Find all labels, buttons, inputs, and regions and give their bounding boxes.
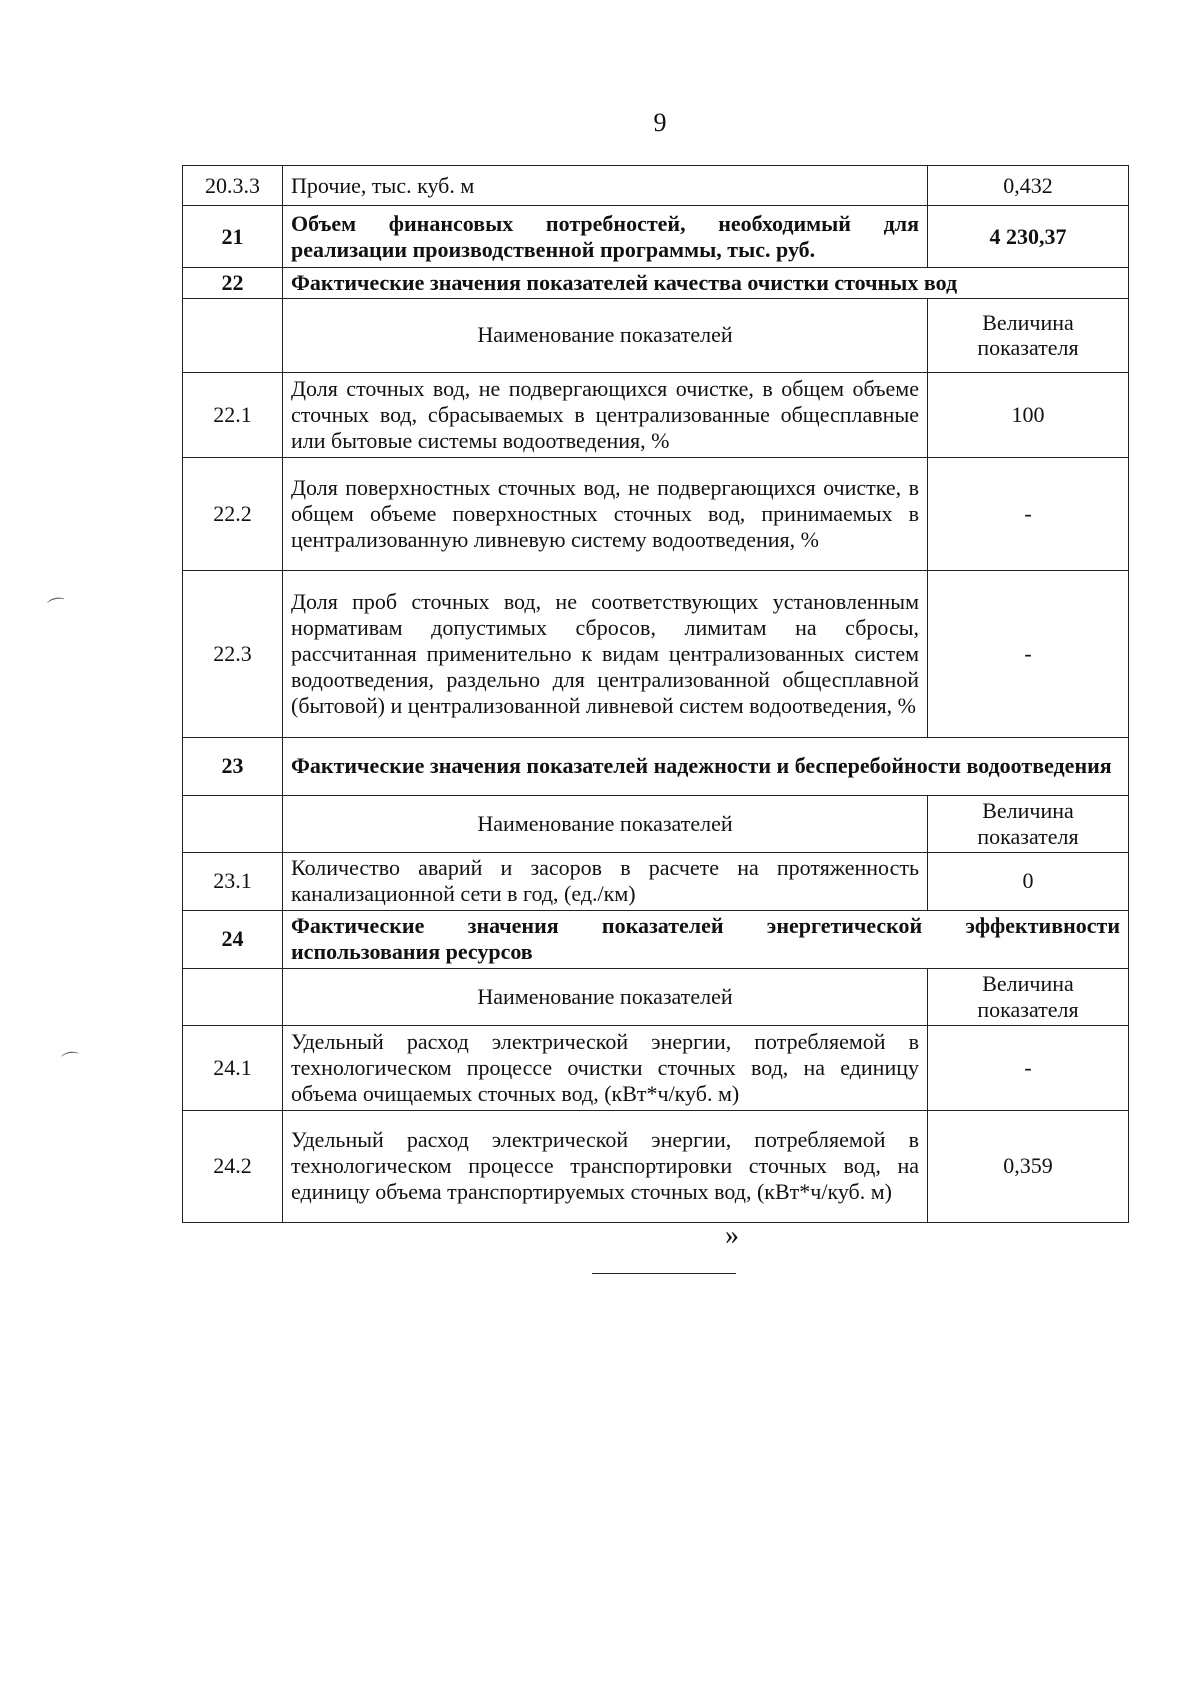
indicator-name: Удельный расход электрической энергии, потребляемой в технологическом процессе транспортировки сточных вод, на единицу объема транспортируемых сточных вод, (кВт*ч/куб. м) (283, 1110, 928, 1222)
name-column-header: Наименование показателей (283, 795, 928, 852)
table-row (183, 1025, 1129, 1110)
row-number: 22.3 (183, 570, 283, 737)
name-column-header: Наименование показателей (283, 968, 928, 1025)
section-title: Фактические значения показателей надежности и бесперебойности водоотведения (283, 737, 1129, 795)
table-row (183, 206, 1129, 268)
table-row (183, 852, 1129, 910)
row-number: 22.2 (183, 457, 283, 570)
indicator-value: 0 (928, 852, 1129, 910)
row-number: 23.1 (183, 852, 283, 910)
row-number: 22.1 (183, 372, 283, 457)
section-title: Фактические значения показателей энергетической эффективности использования ресурсов (283, 910, 1129, 968)
section-number: 23 (183, 737, 283, 795)
indicator-value: 0,359 (928, 1110, 1129, 1222)
table-row (183, 372, 1129, 457)
name-column-header: Наименование показателей (283, 298, 928, 372)
header-row (183, 795, 1129, 852)
table-row (183, 570, 1129, 737)
header-row (183, 968, 1129, 1025)
indicator-value: 0,432 (928, 166, 1129, 206)
empty-cell (183, 968, 283, 1025)
indicator-name: Доля сточных вод, не подвергающихся очистке, в общем объеме сточных вод, сбрасываемых в централизованные общесплавные или бытовые системы водоотведения, % (283, 372, 928, 457)
indicator-value: - (928, 457, 1129, 570)
value-column-header: Величина показателя (928, 795, 1129, 852)
indicator-name: Доля поверхностных сточных вод, не подвергающихся очистке, в общем объеме поверхностных сточных вод, принимаемых в централизованную ливневую систему водоотведения, % (283, 457, 928, 570)
scan-mark: ⌒ (46, 595, 68, 619)
section-title: Фактические значения показателей качества очистки сточных вод (283, 268, 1129, 299)
indicator-name: Объем финансовых потребностей, необходимый для реализации производственной программы, тыс. руб. (283, 206, 928, 268)
row-number: 24.2 (183, 1110, 283, 1222)
indicator-value: 100 (928, 372, 1129, 457)
table-row (183, 457, 1129, 570)
value-column-header: Величина показателя (928, 298, 1129, 372)
row-number: 21 (183, 206, 283, 268)
indicator-name: Прочие, тыс. куб. м (283, 166, 928, 206)
indicator-value: - (928, 1025, 1129, 1110)
page-number: 9 (653, 108, 667, 137)
indicator-name: Доля проб сточных вод, не соответствующих установленным нормативам допустимых сбросов, лимитам на сбросы, рассчитанная применительно к видам централизованных систем водоотведения, раздельно для централизованной общесплавной (бытовой) и централизованной ливневой систем водоотведения, % (283, 570, 928, 737)
header-row (183, 298, 1129, 372)
table-row (183, 1110, 1129, 1222)
indicator-name: Количество аварий и засоров в расчете на протяженность канализационной сети в год, (ед./км) (283, 852, 928, 910)
value-column-header: Величина показателя (928, 968, 1129, 1025)
scan-mark: ⌒ (60, 1049, 82, 1073)
closing-quote: » (725, 1220, 739, 1251)
row-number: 24.1 (183, 1025, 283, 1110)
section-number: 24 (183, 910, 283, 968)
indicators-table (182, 165, 1129, 1223)
end-rule (592, 1273, 736, 1274)
indicator-value: 4 230,37 (928, 206, 1129, 268)
empty-cell (183, 795, 283, 852)
indicator-name: Удельный расход электрической энергии, потребляемой в технологическом процессе очистки сточных вод, на единицу объема очищаемых сточных вод, (кВт*ч/куб. м) (283, 1025, 928, 1110)
section-row (183, 268, 1129, 299)
section-row (183, 910, 1129, 968)
section-number: 22 (183, 268, 283, 299)
section-row (183, 737, 1129, 795)
empty-cell (183, 298, 283, 372)
row-number: 20.3.3 (183, 166, 283, 206)
table-row (183, 166, 1129, 206)
indicator-value: - (928, 570, 1129, 737)
